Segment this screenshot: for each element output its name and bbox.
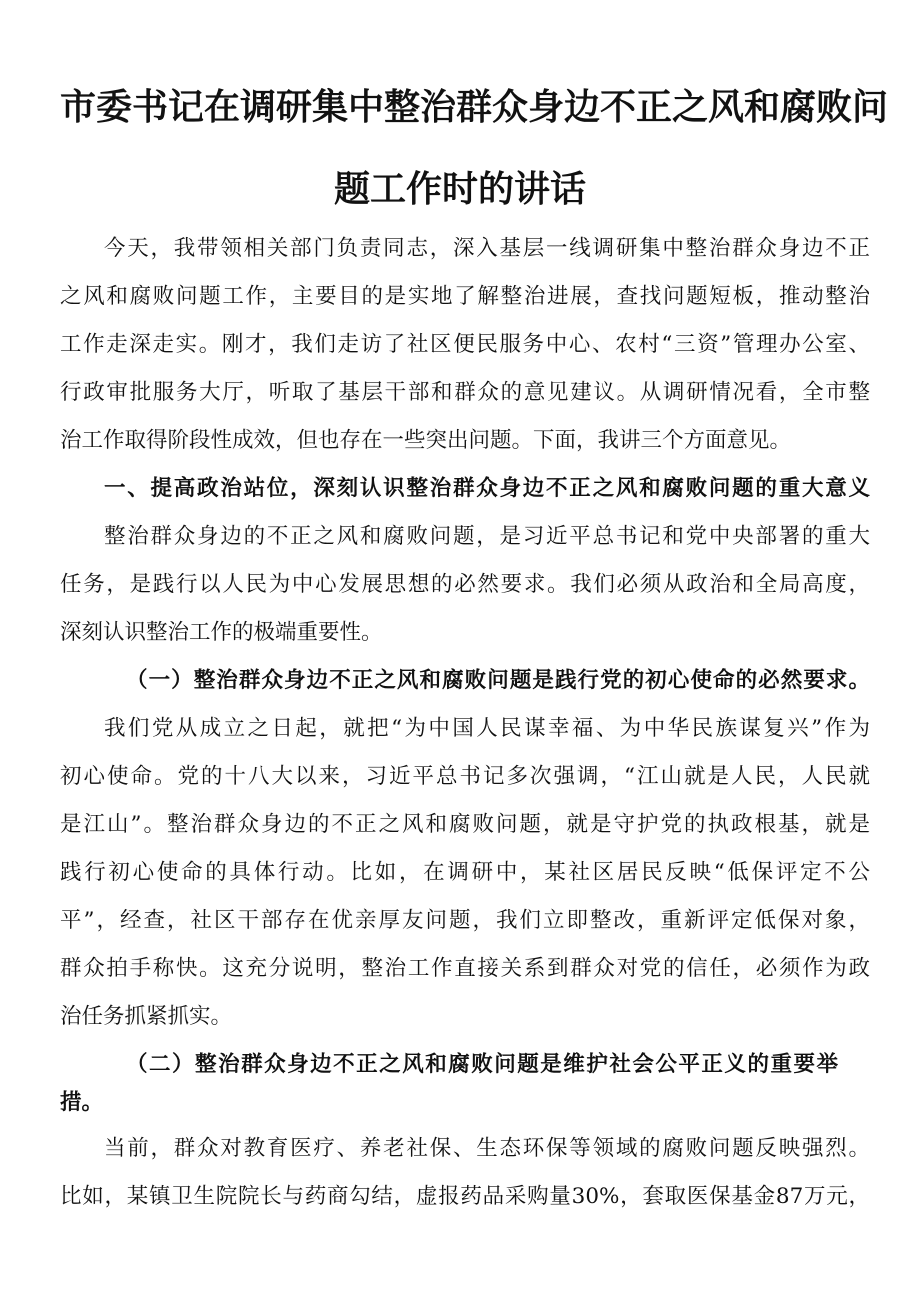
section-heading-1: 一、提高政治站位，深刻认识整治群众身边不正之风和腐败问题的重大意义: [104, 476, 870, 501]
paragraph-line: 之风和腐败问题工作，主要目的是实地了解整治进展，查找问题短板，推动整治: [60, 284, 870, 309]
document-title-line-2: 题工作时的讲话: [333, 169, 586, 210]
paragraph-line: 平”，经查，社区干部存在优亲厚友问题，我们立即整改，重新评定低保对象，: [60, 908, 870, 933]
paragraph-line: 工作走深走实。刚才，我们走访了社区便民服务中心、农村“三资”管理办公室、: [60, 332, 870, 357]
paragraph-line: 当前，群众对教育医疗、养老社保、生态环保等领域的腐败问题反映强烈。: [104, 1136, 870, 1161]
paragraph-line: 治工作取得阶段性成效，但也存在一些突出问题。下面，我讲三个方面意见。: [60, 428, 792, 453]
subsection-heading-1: （一）整治群众身边不正之风和腐败问题是践行党的初心使命的必然要求。: [126, 668, 870, 693]
paragraph-line: 我们党从成立之日起，就把“为中国人民谋幸福、为中华民族谋复兴”作为: [104, 716, 870, 741]
paragraph-line: 践行初心使命的具体行动。比如，在调研中，某社区居民反映“低保评定不公: [60, 860, 870, 885]
subsection-heading-2: （二）整治群众身边不正之风和腐败问题是维护社会公平正义的重要举: [126, 1052, 838, 1077]
paragraph-line: 是江山”。整治群众身边的不正之风和腐败问题，就是守护党的执政根基，就是: [60, 812, 870, 837]
paragraph-line: 今天，我带领相关部门负责同志，深入基层一线调研集中整治群众身边不正: [104, 236, 870, 261]
paragraph-line: 群众拍手称快。这充分说明，整治工作直接关系到群众对党的信任，必须作为政: [60, 956, 870, 981]
paragraph-line: 比如，某镇卫生院院长与药商勾结，虚报药品采购量30%，套取医保基金87万元，: [60, 1184, 870, 1209]
paragraph-line: 初心使命。党的十八大以来，习近平总书记多次强调，“江山就是人民，人民就: [60, 764, 870, 789]
paragraph-line: 深刻认识整治工作的极端重要性。: [60, 620, 383, 645]
paragraph-line: 任务，是践行以人民为中心发展思想的必然要求。我们必须从政治和全局高度，: [60, 572, 870, 597]
subsection-heading-2-continued: 措。: [60, 1090, 104, 1115]
paragraph-line: 行政审批服务大厅，听取了基层干部和群众的意见建议。从调研情况看，全市整: [60, 380, 870, 405]
document-title-line-1: 市委书记在调研集中整治群众身边不正之风和腐败问: [60, 87, 889, 128]
paragraph-line: 治任务抓紧抓实。: [60, 1004, 233, 1029]
paragraph-line: 整治群众身边的不正之风和腐败问题，是习近平总书记和党中央部署的重大: [104, 524, 870, 549]
